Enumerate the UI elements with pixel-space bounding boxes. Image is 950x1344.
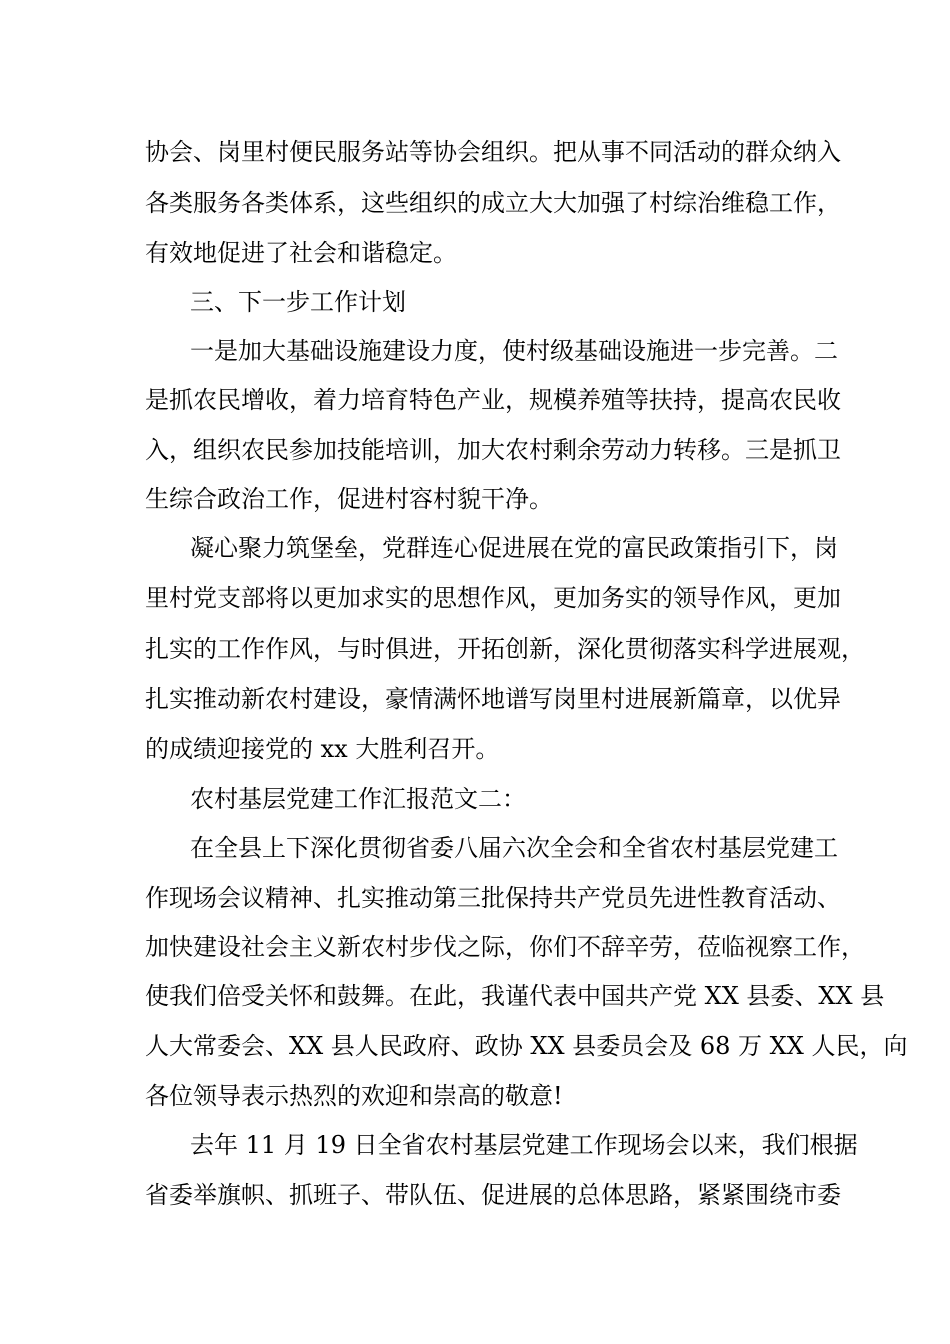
text-line: 作现场会议精神、扎实推动第三批保持共产党员先进性教育活动、 [145, 884, 841, 912]
section-heading: 农村基层党建工作汇报范文二： [190, 785, 526, 813]
text-line: 生综合政治工作，促进村容村貌干净。 [145, 485, 553, 513]
text-line: 加快建设社会主义新农村步伐之际，你们不辞辛劳，莅临视察工作， [145, 933, 865, 961]
text-line: 各类服务各类体系，这些组织的成立大大加强了村综治维稳工作， [145, 189, 841, 217]
text-line: 里村党支部将以更加求实的思想作风，更加务实的领导作风，更加 [145, 584, 841, 612]
text-line: 扎实推动新农村建设，豪情满怀地谱写岗里村进展新篇章，以优异 [145, 685, 841, 713]
text-line: 一是加大基础设施建设力度，使村级基础设施进一步完善。二 [190, 337, 838, 365]
text-line: 省委举旗帜、抓班子、带队伍、促进展的总体思路，紧紧围绕市委 [145, 1181, 841, 1209]
text-line: 协会、岗里村便民服务站等协会组织。把从事不同活动的群众纳入 [145, 138, 841, 166]
text-line: 在全县上下深化贯彻省委八届六次全会和全省农村基层党建工 [190, 834, 838, 862]
text-line: 使我们倍受关怀和鼓舞。在此，我谨代表中国共产党 XX 县委、XX 县 [145, 982, 885, 1010]
text-line: 扎实的工作作风，与时俱进，开拓创新，深化贯彻落实科学进展观， [145, 635, 865, 663]
text-line: 有效地促进了社会和谐稳定。 [145, 239, 457, 267]
text-line: 的成绩迎接党的 xx 大胜利召开。 [145, 735, 500, 763]
text-line: 各位领导表示热烈的欢迎和崇高的敬意! [145, 1082, 563, 1110]
text-line: 人大常委会、XX 县人民政府、政协 XX 县委员会及 68 万 XX 人民，向 [145, 1032, 908, 1060]
text-line: 去年 11 月 19 日全省农村基层党建工作现场会以来，我们根据 [190, 1131, 858, 1159]
text-line: 入，组织农民参加技能培训，加大农村剩余劳动力转移。三是抓卫 [145, 436, 841, 464]
text-line: 是抓农民增收，着力培育特色产业，规模养殖等扶持，提高农民收 [145, 386, 841, 414]
text-line: 凝心聚力筑堡垒，党群连心促进展在党的富民政策指引下，岗 [190, 534, 838, 562]
section-heading: 三、下一步工作计划 [190, 288, 406, 316]
